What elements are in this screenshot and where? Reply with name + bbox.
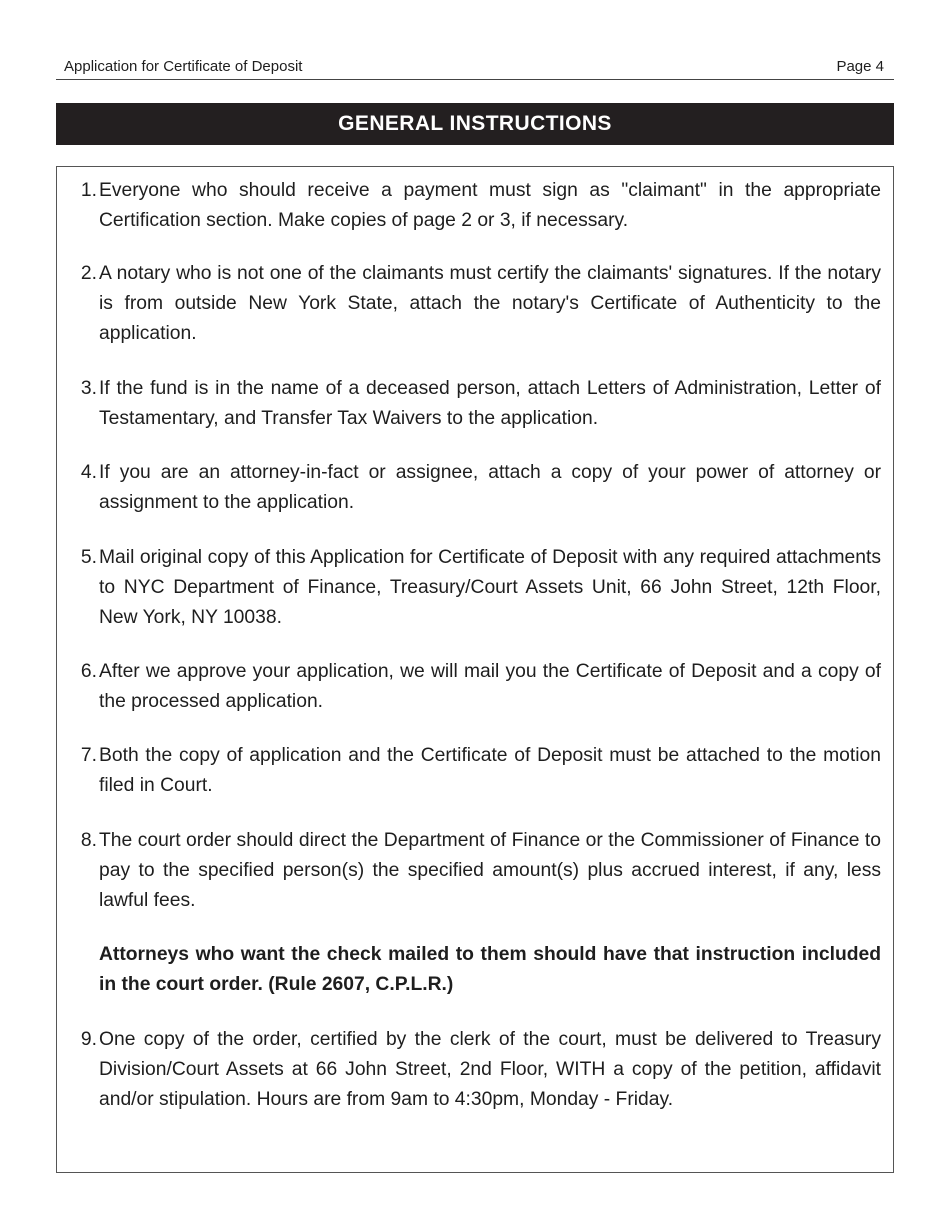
instruction-number: 4.: [80, 462, 97, 483]
instruction-number: 8.: [80, 830, 97, 851]
section-title: GENERAL INSTRUCTIONS: [338, 112, 612, 135]
instruction-item: [69, 1025, 881, 1115]
instruction-number: 6.: [80, 661, 97, 682]
instruction-item: [69, 374, 881, 434]
instruction-item: [69, 458, 881, 518]
instruction-text: If the fund is in the name of a deceased person, attach Letters of Administration, Letter of Testamentary, and Transfer Tax Waivers to the application.: [99, 378, 881, 429]
instruction-number: 3.: [80, 378, 97, 399]
instruction-number: 1.: [80, 180, 97, 201]
instruction-text: One copy of the order, certified by the clerk of the court, must be delivered to Treasury Division/Court Assets at 66 John Street, 2nd Floor, WITH a copy of the petition, affidavit and/or stipulation. Hours are from 9am to 4:30pm, Monday - Friday.: [99, 1029, 881, 1110]
section-banner: [56, 103, 894, 145]
instruction-item: [69, 259, 881, 349]
page-number: Page 4: [836, 58, 884, 75]
attorney-note-text: Attorneys who want the check mailed to them should have that instruction included in the court order. (Rule 2607, C.P.L.R.): [99, 944, 881, 995]
instruction-number: 9.: [80, 1029, 97, 1050]
instruction-item: [69, 543, 881, 633]
instruction-text: Everyone who should receive a payment must sign as "claimant" in the appropriate Certification section. Make copies of page 2 or 3, if necessary.: [99, 180, 881, 231]
instruction-text: Both the copy of application and the Certificate of Deposit must be attached to the motion filed in Court.: [99, 745, 881, 796]
instruction-number: 2.: [80, 263, 97, 284]
instruction-text: A notary who is not one of the claimants must certify the claimants' signatures. If the notary is from outside New York State, attach the notary's Certificate of Authenticity to the application.: [99, 263, 881, 344]
instruction-item: [69, 657, 881, 717]
instruction-text: If you are an attorney-in-fact or assignee, attach a copy of your power of attorney or assignment to the application.: [99, 462, 881, 513]
instruction-number: 5.: [80, 547, 97, 568]
attorney-note: [69, 940, 881, 1000]
instruction-text: After we approve your application, we will mail you the Certificate of Deposit and a copy of the processed application.: [99, 661, 881, 712]
document-title: Application for Certificate of Deposit: [64, 58, 303, 75]
instruction-item: [69, 826, 881, 916]
instruction-item: [69, 176, 881, 236]
instruction-text: The court order should direct the Department of Finance or the Commissioner of Finance to pay to the specified person(s) the specified amount(s) plus accrued interest, if any, less lawful fees.: [99, 830, 881, 911]
instruction-item: [69, 741, 881, 801]
instruction-text: Mail original copy of this Application for Certificate of Deposit with any required attachments to NYC Department of Finance, Treasury/Court Assets Unit, 66 John Street, 12th Floor, New York, NY 10038.: [99, 547, 881, 628]
instruction-number: 7.: [80, 745, 97, 766]
page-header: [56, 56, 894, 80]
instructions-box: [56, 166, 894, 1173]
